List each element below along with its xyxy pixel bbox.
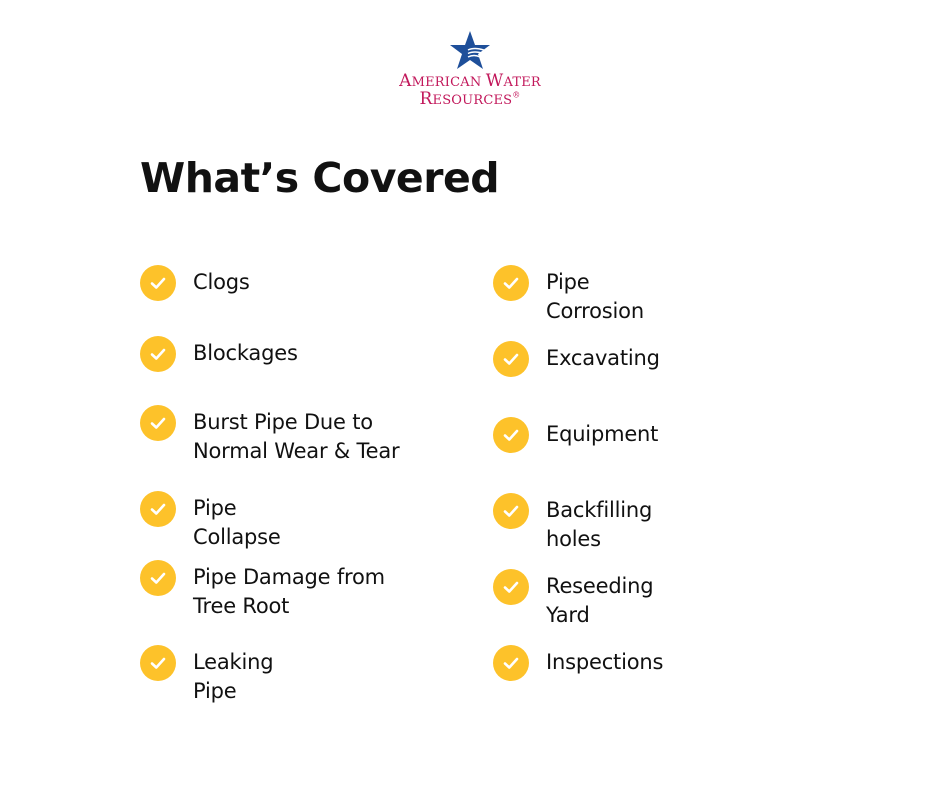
list-item: [140, 645, 273, 706]
logo-letter: A: [399, 71, 412, 91]
check-icon: [140, 336, 176, 372]
list-item: [140, 560, 423, 621]
list-item: [493, 341, 660, 377]
check-icon: [493, 265, 529, 301]
check-icon: [493, 493, 529, 529]
list-item: [493, 265, 644, 326]
check-icon: [493, 341, 529, 377]
list-item: [493, 417, 658, 453]
list-item: [493, 569, 653, 630]
list-item: [493, 493, 652, 554]
logo-letter: W: [485, 71, 504, 91]
registered-mark: ®: [512, 90, 521, 100]
check-icon: [140, 405, 176, 441]
check-icon: [140, 491, 176, 527]
list-item-label: Clogs: [193, 270, 250, 294]
list-item-label: Excavating: [546, 346, 660, 370]
list-item-label: Pipe Corrosion: [546, 270, 644, 323]
list-item-label: Reseeding Yard: [546, 574, 654, 627]
page-title: What’s Covered: [140, 154, 500, 202]
list-item: [140, 265, 250, 301]
list-item-label: Inspections: [546, 650, 664, 674]
check-icon: [140, 560, 176, 596]
check-icon: [493, 417, 529, 453]
logo-text: MERICAN: [411, 75, 486, 90]
list-item: [140, 336, 298, 372]
logo-wordmark-line-2: [370, 91, 570, 108]
check-icon: [140, 265, 176, 301]
list-item-label: Blockages: [193, 341, 298, 365]
logo-text: ATER: [503, 75, 541, 90]
logo-wordmark-line-1: [370, 73, 570, 90]
list-item-label: Leaking Pipe: [193, 650, 274, 703]
list-item: [140, 405, 433, 466]
list-item: [493, 645, 663, 681]
list-item-label: Equipment: [546, 422, 659, 446]
check-icon: [493, 645, 529, 681]
star-icon: [448, 30, 492, 72]
check-icon: [140, 645, 176, 681]
list-item-label: Pipe Damage from Tree Root: [193, 565, 385, 618]
logo-letter: R: [419, 89, 433, 109]
logo-text: ESOURCES: [432, 93, 513, 108]
list-item-label: Backfilling holes: [546, 498, 653, 551]
list-item-label: Burst Pipe Due to Normal Wear & Tear: [193, 410, 400, 463]
list-item: [140, 491, 281, 552]
list-item-label: Pipe Collapse: [193, 496, 281, 549]
american-water-resources-logo: [370, 30, 570, 120]
check-icon: [493, 569, 529, 605]
